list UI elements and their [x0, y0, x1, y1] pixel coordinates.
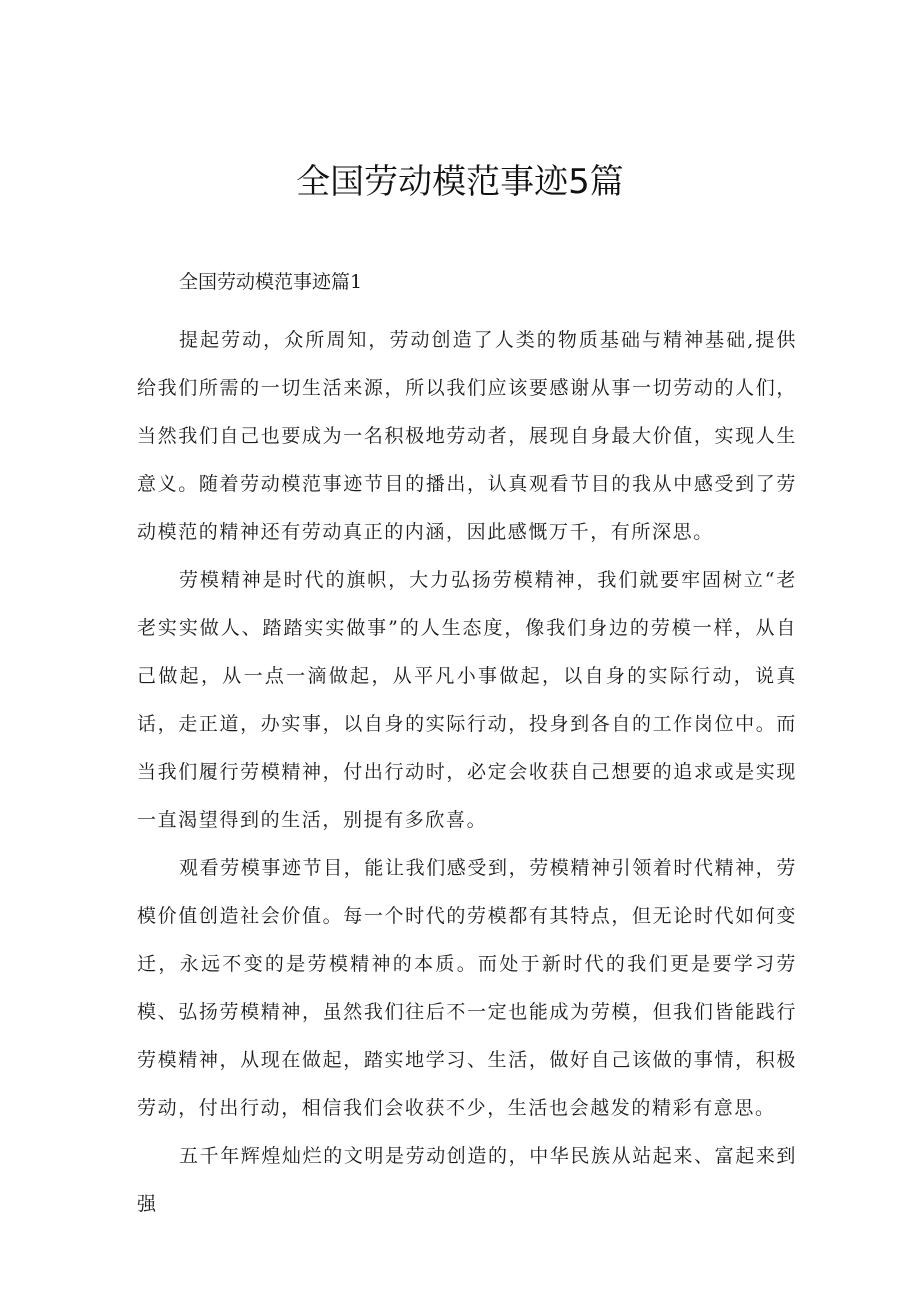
section-heading: 全国劳动模范事迹篇1 — [179, 271, 363, 293]
document-title: 全国劳动模范事迹5篇 — [296, 162, 624, 202]
paragraph-4: 五千年辉煌灿烂的文明是劳动创造的，中华民族从站起来、富起来到强 — [137, 1145, 798, 1215]
document-body — [137, 262, 797, 1228]
paragraph-3: 观看劳模事迹节目，能让我们感受到，劳模精神引领着时代精神，劳模价值创造社会价值。每一个时代的劳模都有其特点，但无论时代如何变迁，永远不变的是劳模精神的本质。而处于新时代的我们更是要学习劳模、弘扬劳模精神，虽然我们往后不一定也能成为劳模，但我们皆能践行劳模精神，从现在做起，踏实地学习、生活，做好自己该做的事情，积极劳动，付出行动，相信我们会收获不少，生活也会越发的精彩有意思。 — [137, 857, 798, 1119]
paragraph-1: 提起劳动，众所周知，劳动创造了人类的物质基础与精神基础,提供给我们所需的一切生活来源，所以我们应该要感谢从事一切劳动的人们，当然我们自己也要成为一名积极地劳动者，展现自身最大价值，实现人生意义。随着劳动模范事迹节目的播出，认真观看节目的我从中感受到了劳动模范的精神还有劳动真正的内涵，因此感慨万千，有所深思。 — [137, 329, 797, 543]
paragraph-2: 劳模精神是时代的旗帜，大力弘扬劳模精神，我们就要牢固树立“老老实实做人、踏踏实实做事”的人生态度，像我们身边的劳模一样，从自己做起，从一点一滴做起，从平凡小事做起，以自身的实际行动，说真话，走正道，办实事，以自身的实际行动，投身到各自的工作岗位中。而当我们履行劳模精神，付出行动时，必定会收获自己想要的追求或是实现一直渴望得到的生活，别提有多欣喜。 — [137, 569, 797, 831]
